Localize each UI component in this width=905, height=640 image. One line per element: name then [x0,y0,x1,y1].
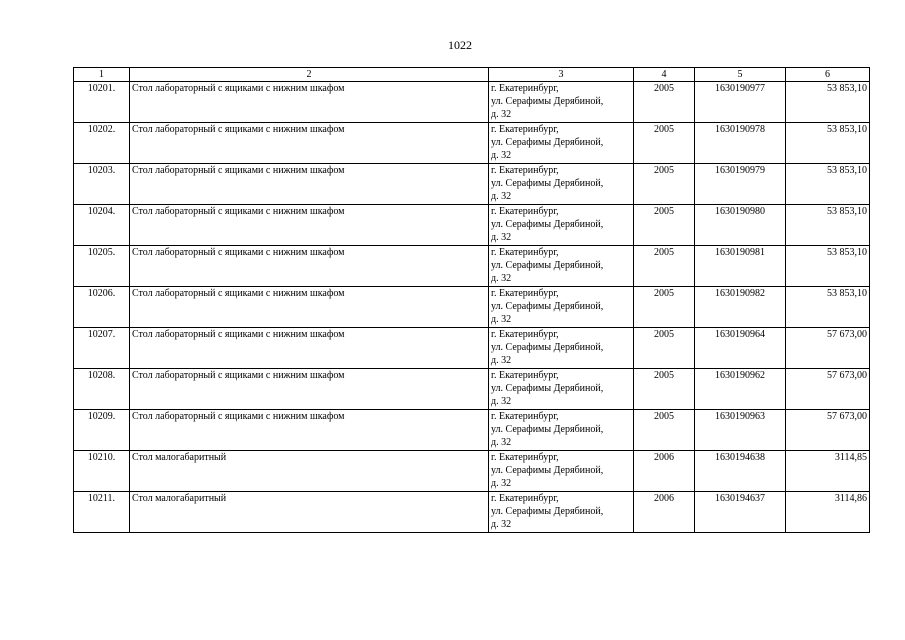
year-cell: 2005 [634,246,695,287]
inventory-number-cell: 1630190962 [695,369,786,410]
year-cell: 2005 [634,369,695,410]
inventory-number-cell: 1630194637 [695,492,786,533]
address-line: ул. Серафимы Дерябиной, [491,342,604,353]
inventory-number-cell: 1630190979 [695,164,786,205]
inventory-number-cell: 1630194638 [695,451,786,492]
cost-cell: 57 673,00 [786,410,870,451]
address-line: г. Екатеринбург, [491,124,559,135]
item-name-cell: Стол лабораторный с ящиками с нижним шкафом [130,410,489,451]
cost-cell: 57 673,00 [786,369,870,410]
row-number-cell: 10211. [74,492,130,533]
row-number-cell: 10210. [74,451,130,492]
item-name-cell: Стол лабораторный с ящиками с нижним шкафом [130,205,489,246]
row-number-cell: 10203. [74,164,130,205]
row-number-cell: 10205. [74,246,130,287]
table-row [74,410,870,451]
address-line: г. Екатеринбург, [491,83,559,94]
address-cell [489,82,634,123]
address-line: д. 32 [491,109,512,120]
year-cell: 2006 [634,492,695,533]
address-cell [489,205,634,246]
address-line: д. 32 [491,314,512,325]
address-line: г. Екатеринбург, [491,288,559,299]
year-cell: 2005 [634,164,695,205]
table-row [74,451,870,492]
item-name-cell: Стол малогабаритный [130,451,489,492]
address-line: ул. Серафимы Дерябиной, [491,424,604,435]
address-cell [489,246,634,287]
table-body [74,82,870,533]
address-cell [489,492,634,533]
address-line: ул. Серафимы Дерябиной, [491,178,604,189]
row-number-cell: 10202. [74,123,130,164]
item-name-cell: Стол лабораторный с ящиками с нижним шкафом [130,123,489,164]
inventory-number-cell: 1630190964 [695,328,786,369]
row-number-cell: 10201. [74,82,130,123]
column-number-row [74,68,870,82]
address-line: д. 32 [491,191,512,202]
row-number-cell: 10206. [74,287,130,328]
address-line: г. Екатеринбург, [491,411,559,422]
address-line: ул. Серафимы Дерябиной, [491,96,604,107]
year-cell: 2005 [634,328,695,369]
address-line: д. 32 [491,437,512,448]
table-row [74,369,870,410]
cost-cell: 53 853,10 [786,82,870,123]
registry-table [73,67,870,533]
column-header: 1 [74,68,130,82]
cost-cell: 53 853,10 [786,287,870,328]
item-name-cell: Стол лабораторный с ящиками с нижним шкафом [130,82,489,123]
year-cell: 2005 [634,410,695,451]
cost-cell: 57 673,00 [786,328,870,369]
inventory-number-cell: 1630190981 [695,246,786,287]
column-header: 4 [634,68,695,82]
address-line: ул. Серафимы Дерябиной, [491,219,604,230]
year-cell: 2005 [634,123,695,164]
item-name-cell: Стол лабораторный с ящиками с нижним шкафом [130,164,489,205]
item-name-cell: Стол малогабаритный [130,492,489,533]
inventory-number-cell: 1630190982 [695,287,786,328]
year-cell: 2006 [634,451,695,492]
address-line: д. 32 [491,396,512,407]
table-row [74,492,870,533]
table-row [74,328,870,369]
row-number-cell: 10209. [74,410,130,451]
address-cell [489,123,634,164]
address-cell [489,328,634,369]
address-line: г. Екатеринбург, [491,493,559,504]
inventory-number-cell: 1630190977 [695,82,786,123]
address-line: г. Екатеринбург, [491,165,559,176]
address-cell [489,451,634,492]
table-row [74,123,870,164]
cost-cell: 53 853,10 [786,164,870,205]
inventory-number-cell: 1630190963 [695,410,786,451]
table-row [74,164,870,205]
address-line: ул. Серафимы Дерябиной, [491,137,604,148]
row-number-cell: 10208. [74,369,130,410]
address-line: г. Екатеринбург, [491,206,559,217]
page-number: 1022 [448,38,472,52]
item-name-cell: Стол лабораторный с ящиками с нижним шкафом [130,328,489,369]
year-cell: 2005 [634,287,695,328]
column-header: 6 [786,68,870,82]
address-line: г. Екатеринбург, [491,370,559,381]
table-row [74,82,870,123]
address-line: ул. Серафимы Дерябиной, [491,260,604,271]
column-header: 2 [130,68,489,82]
table-row [74,205,870,246]
address-line: г. Екатеринбург, [491,329,559,340]
address-line: д. 32 [491,355,512,366]
address-line: д. 32 [491,150,512,161]
row-number-cell: 10204. [74,205,130,246]
address-line: ул. Серафимы Дерябиной, [491,383,604,394]
table-row [74,287,870,328]
address-line: г. Екатеринбург, [491,452,559,463]
address-line: ул. Серафимы Дерябиной, [491,465,604,476]
address-cell [489,410,634,451]
item-name-cell: Стол лабораторный с ящиками с нижним шкафом [130,369,489,410]
address-cell [489,287,634,328]
cost-cell: 53 853,10 [786,123,870,164]
cost-cell: 53 853,10 [786,246,870,287]
address-cell [489,369,634,410]
table-row [74,246,870,287]
year-cell: 2005 [634,205,695,246]
inventory-number-cell: 1630190980 [695,205,786,246]
address-line: д. 32 [491,232,512,243]
cost-cell: 3114,85 [786,451,870,492]
column-header: 3 [489,68,634,82]
cost-cell: 3114,86 [786,492,870,533]
address-line: ул. Серафимы Дерябиной, [491,506,604,517]
address-line: д. 32 [491,478,512,489]
address-line: д. 32 [491,273,512,284]
row-number-cell: 10207. [74,328,130,369]
address-line: ул. Серафимы Дерябиной, [491,301,604,312]
address-line: г. Екатеринбург, [491,247,559,258]
inventory-number-cell: 1630190978 [695,123,786,164]
item-name-cell: Стол лабораторный с ящиками с нижним шкафом [130,246,489,287]
address-line: д. 32 [491,519,512,530]
column-header: 5 [695,68,786,82]
address-cell [489,164,634,205]
cost-cell: 53 853,10 [786,205,870,246]
year-cell: 2005 [634,82,695,123]
item-name-cell: Стол лабораторный с ящиками с нижним шкафом [130,287,489,328]
